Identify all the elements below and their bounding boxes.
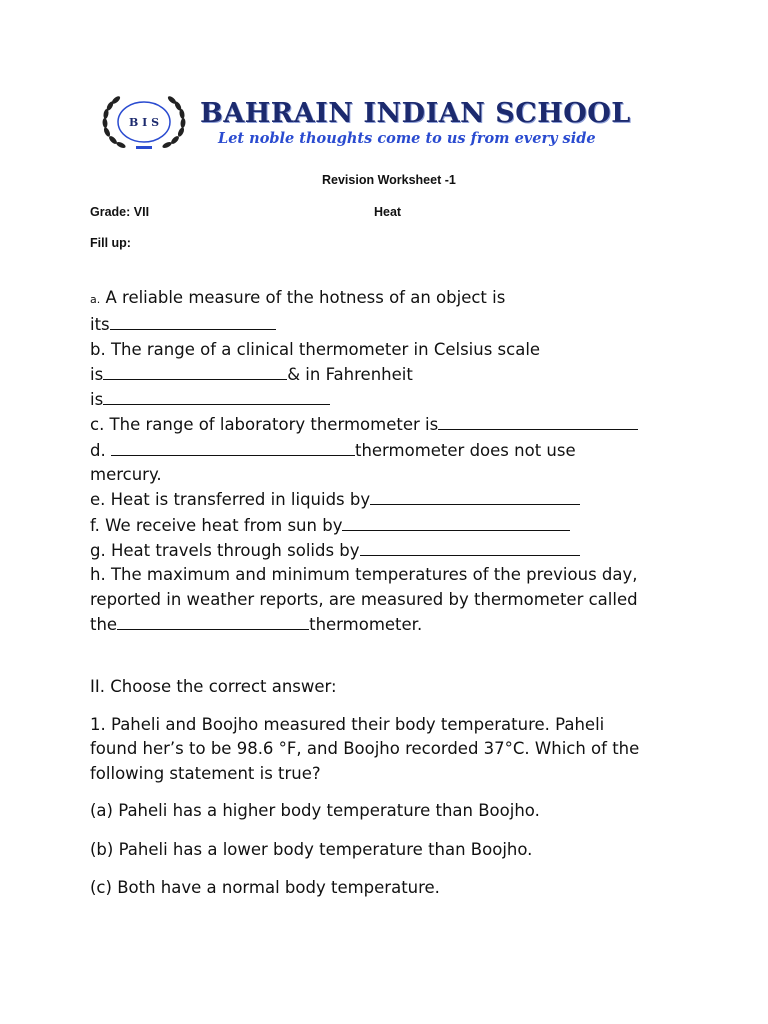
question-f: [90, 513, 700, 538]
question-d-text: thermometer does not use: [354, 440, 576, 460]
option-a: [90, 799, 700, 823]
question-d-line2: mercury.: [90, 465, 162, 485]
option-b: [90, 838, 700, 862]
question-b-is: is: [90, 364, 104, 384]
answer-blank-f[interactable]: [342, 513, 570, 531]
question-h-thermometer: thermometer.: [309, 614, 423, 634]
subject-label: Heat: [374, 205, 402, 219]
question-a-line1: [90, 286, 700, 312]
question-b-line1: b. The range of a clinical thermometer in Celsius scale: [90, 339, 541, 359]
question-b-fahrenheit: & in Fahrenheit: [287, 364, 413, 384]
option-c: [90, 876, 700, 900]
question-e: [90, 487, 700, 512]
question-d-line1: [90, 438, 700, 463]
question-1-line3: following statement is true?: [90, 763, 321, 783]
question-a-text: A reliable measure of the hotness of an object is: [100, 288, 506, 307]
question-c: [90, 412, 700, 437]
answer-blank-g[interactable]: [360, 538, 580, 556]
question-f-text: f. We receive heat from sun by: [90, 515, 343, 535]
option-c-text: (c) Both have a normal body temperature.: [90, 878, 440, 897]
fill-up-questions: [90, 286, 700, 637]
section-2-title: [90, 675, 700, 699]
option-a-text: (a) Paheli has a higher body temperature than Boojho.: [90, 801, 540, 820]
question-b-is-2: is: [90, 390, 104, 410]
question-1: [90, 713, 700, 786]
question-c-text: c. The range of laboratory thermometer is: [90, 415, 439, 435]
question-g-text: g. Heat travels through solids by: [90, 540, 360, 560]
question-b-line3: [90, 387, 700, 412]
question-h-line1: h. The maximum and minimum temperatures of the previous day,: [90, 565, 638, 585]
question-d-label: d.: [90, 440, 111, 460]
question-h-line2: reported in weather reports, are measured by thermometer called: [90, 589, 638, 609]
logo-text: B I S: [128, 116, 160, 129]
question-h-line3: [90, 612, 700, 637]
question-a-marker: a.: [90, 293, 101, 306]
school-motto: Let noble thoughts come to us from every side: [218, 130, 596, 147]
answer-blank-h[interactable]: [117, 612, 309, 630]
question-b-line2: [90, 362, 700, 387]
question-1-line1: 1. Paheli and Boojho measured their body temperature. Paheli: [90, 715, 605, 734]
option-b-text: (b) Paheli has a lower body temperature than Boojho.: [90, 840, 533, 859]
answer-blank-b-celsius[interactable]: [103, 362, 287, 380]
section-choose-title: II. Choose the correct answer:: [90, 677, 337, 696]
worksheet-title: Revision Worksheet -1: [322, 173, 456, 187]
question-e-text: e. Heat is transferred in liquids by: [90, 490, 371, 510]
grade-label: Grade: VII: [90, 205, 150, 219]
school-logo-icon: [96, 90, 192, 154]
question-1-line2: found her’s to be 98.6 °F, and Boojho recorded 37°C. Which of the: [90, 739, 640, 759]
answer-blank-a[interactable]: [110, 312, 276, 330]
question-h-the: the: [90, 614, 118, 634]
answer-blank-d[interactable]: [111, 438, 355, 456]
question-a-its: its: [90, 315, 110, 335]
answer-blank-e[interactable]: [370, 487, 580, 505]
answer-blank-c[interactable]: [438, 412, 638, 430]
answer-blank-b-fahrenheit[interactable]: [103, 387, 330, 405]
school-name: BAHRAIN INDIAN SCHOOL: [200, 98, 631, 129]
question-a-line2: [90, 312, 700, 337]
question-g: [90, 538, 700, 563]
school-header: [96, 90, 656, 160]
section-fill-up-title: Fill up:: [90, 236, 131, 250]
